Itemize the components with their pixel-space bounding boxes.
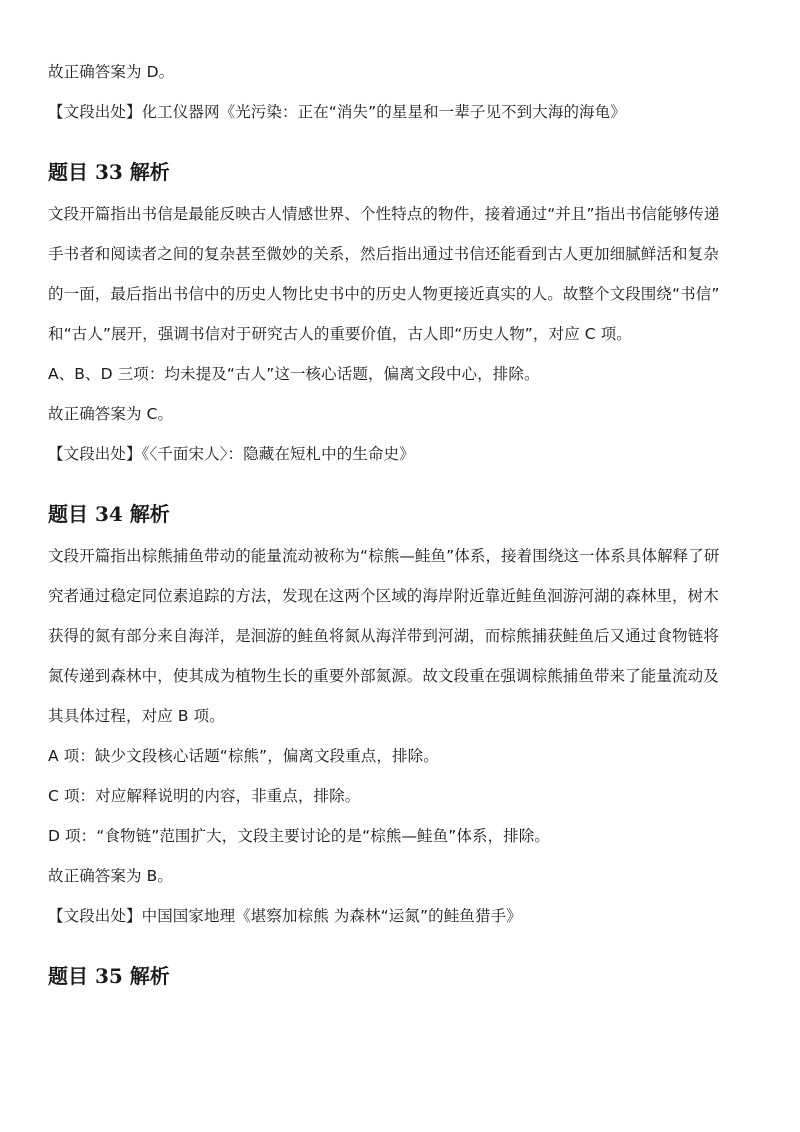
source-line: 【文段出处】中国国家地理《堪察加棕熊 为森林“运氮”的鲑鱼猎手》	[48, 907, 522, 925]
paragraph-line: 的一面，最后指出书信中的历史人物比史书中的历史人物更接近真实的人。故整个文段围绕“书信”	[48, 285, 720, 303]
answer-line: 故正确答案为 D。	[48, 63, 175, 81]
option-line: D 项：“食物链”范围扩大，文段主要讨论的是“棕熊—鲑鱼”体系，排除。	[48, 827, 550, 845]
paragraph-line: 其具体过程，对应 B 项。	[48, 707, 225, 725]
paragraph-line: 和“古人”展开，强调书信对于研究古人的重要价值，古人即“历史人物”，对应 C 项。	[48, 325, 632, 343]
source-line: 【文段出处】化工仪器网《光污染：正在“消失”的星星和一辈子见不到大海的海龟》	[48, 103, 626, 121]
option-line: A、B、D 三项：均未提及“古人”这一核心话题，偏离文段中心，排除。	[48, 365, 540, 383]
question-heading: 题目 34 解析	[48, 502, 170, 526]
paragraph-line: 文段开篇指出棕熊捕鱼带动的能量流动被称为“棕熊—鲑鱼”体系，接着围绕这一体系具体解释了研	[48, 547, 720, 565]
paragraph-line: 究者通过稳定同位素追踪的方法，发现在这两个区域的海岸附近靠近鲑鱼洄游河湖的森林里，树木	[48, 587, 719, 605]
answer-line: 故正确答案为 C。	[48, 405, 174, 423]
option-line: C 项：对应解释说明的内容，非重点，排除。	[48, 787, 361, 805]
paragraph-line: 文段开篇指出书信是最能反映古人情感世界、个性特点的物件，接着通过“并且”指出书信能够传递	[48, 205, 720, 223]
source-line: 【文段出处】《〈千面宋人〉：隐藏在短札中的生命史》	[48, 445, 415, 463]
paragraph-line: 获得的氮有部分来自海洋，是洄游的鲑鱼将氮从海洋带到河湖，而棕熊捕获鲑鱼后又通过食物链将	[48, 627, 719, 645]
document-page	[48, 52, 748, 998]
question-heading: 题目 33 解析	[48, 160, 170, 184]
answer-line: 故正确答案为 B。	[48, 867, 173, 885]
paragraph-line: 氮传递到森林中，使其成为植物生长的重要外部氮源。故文段重在强调棕熊捕鱼带来了能量流动及	[48, 667, 719, 685]
paragraph-line: 手书者和阅读者之间的复杂甚至微妙的关系，然后指出通过书信还能看到古人更加细腻鲜活和复杂	[48, 245, 719, 263]
option-line: A 项：缺少文段核心话题“棕熊”，偏离文段重点，排除。	[48, 747, 439, 765]
question-heading: 题目 35 解析	[48, 964, 170, 988]
